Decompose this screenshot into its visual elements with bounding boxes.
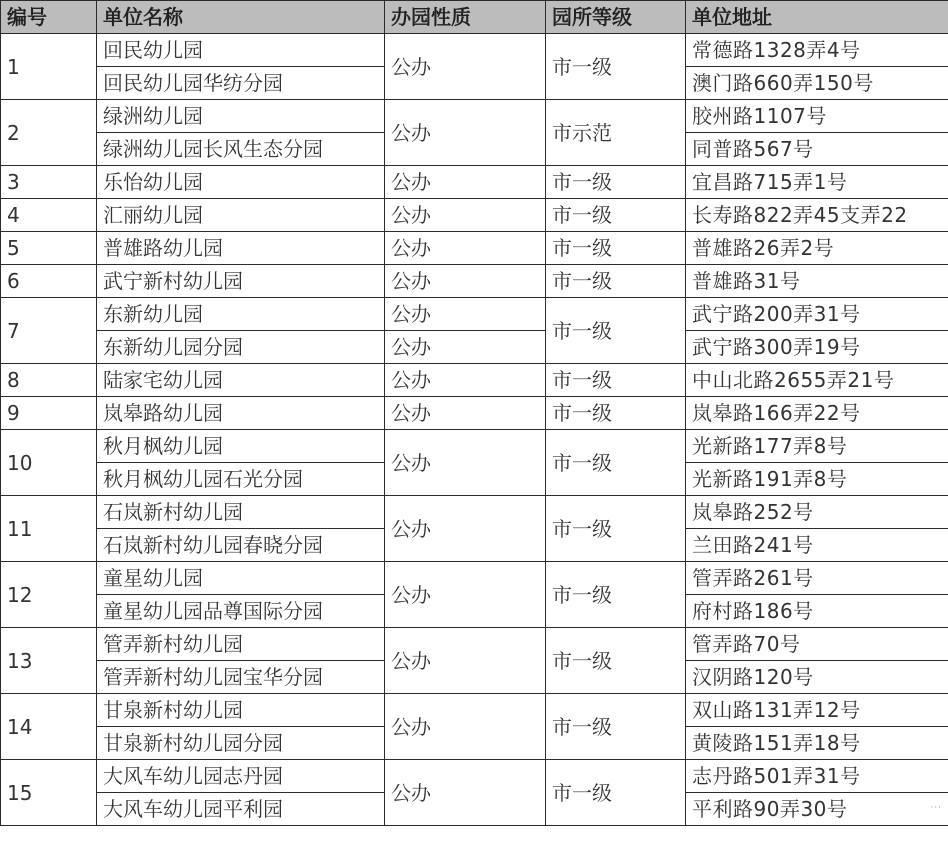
school-level: 市一级 [546, 562, 686, 628]
school-level: 市一级 [546, 166, 686, 199]
unit-address: 长寿路822弄45支弄22 [686, 199, 948, 232]
unit-address: 岚皋路166弄22号 [686, 397, 948, 430]
unit-name: 汇丽幼儿园 [97, 199, 385, 232]
table-row [1, 496, 948, 529]
unit-address: 宜昌路715弄1号 [686, 166, 948, 199]
row-number: 5 [1, 232, 97, 265]
unit-address: 武宁路200弄31号 [686, 298, 948, 331]
row-number: 7 [1, 298, 97, 364]
school-type: 公办 [385, 199, 546, 232]
unit-name: 童星幼儿园品尊国际分园 [97, 595, 385, 628]
row-number: 2 [1, 100, 97, 166]
school-type: 公办 [385, 364, 546, 397]
table-row [1, 166, 948, 199]
school-type: 公办 [385, 760, 546, 826]
unit-address: 管弄路261号 [686, 562, 948, 595]
unit-name: 回民幼儿园 [97, 34, 385, 67]
table-row [1, 694, 948, 727]
school-type: 公办 [385, 232, 546, 265]
row-number: 9 [1, 397, 97, 430]
unit-name: 普雄路幼儿园 [97, 232, 385, 265]
table-body [1, 34, 948, 826]
unit-name: 童星幼儿园 [97, 562, 385, 595]
row-number: 10 [1, 430, 97, 496]
unit-name: 管弄新村幼儿园宝华分园 [97, 661, 385, 694]
unit-address: 平利路90弄30号 [686, 793, 948, 826]
unit-name: 武宁新村幼儿园 [97, 265, 385, 298]
school-level: 市一级 [546, 430, 686, 496]
header-address: 单位地址 [686, 1, 948, 34]
row-number: 14 [1, 694, 97, 760]
school-level: 市一级 [546, 232, 686, 265]
table-row [1, 265, 948, 298]
row-number: 8 [1, 364, 97, 397]
unit-name: 回民幼儿园华纺分园 [97, 67, 385, 100]
unit-address: 岚皋路252号 [686, 496, 948, 529]
unit-address: 管弄路70号 [686, 628, 948, 661]
school-type: 公办 [385, 331, 546, 364]
school-level: 市一级 [546, 298, 686, 364]
school-level: 市一级 [546, 364, 686, 397]
header-name: 单位名称 [97, 1, 385, 34]
unit-address: 黄陵路151弄18号 [686, 727, 948, 760]
table-header [1, 1, 948, 34]
table-row [1, 331, 948, 364]
watermark-icon: ··· [930, 803, 942, 813]
school-type: 公办 [385, 562, 546, 628]
unit-address: 胶州路1107号 [686, 100, 948, 133]
table-row [1, 100, 948, 133]
table-row [1, 397, 948, 430]
header-row [1, 1, 948, 34]
unit-address: 中山北路2655弄21号 [686, 364, 948, 397]
header-level: 园所等级 [546, 1, 686, 34]
unit-name: 乐怡幼儿园 [97, 166, 385, 199]
table-row [1, 364, 948, 397]
table-row [1, 760, 948, 793]
row-number: 4 [1, 199, 97, 232]
header-no: 编号 [1, 1, 97, 34]
unit-address: 同普路567号 [686, 133, 948, 166]
unit-name: 大风车幼儿园志丹园 [97, 760, 385, 793]
unit-address: 武宁路300弄19号 [686, 331, 948, 364]
table-row [1, 199, 948, 232]
unit-address: 常德路1328弄4号 [686, 34, 948, 67]
row-number: 3 [1, 166, 97, 199]
unit-name: 大风车幼儿园平利园 [97, 793, 385, 826]
unit-name: 岚皋路幼儿园 [97, 397, 385, 430]
school-type: 公办 [385, 166, 546, 199]
school-level: 市一级 [546, 265, 686, 298]
table-row [1, 430, 948, 463]
unit-address: 府村路186号 [686, 595, 948, 628]
school-type: 公办 [385, 34, 546, 100]
row-number: 13 [1, 628, 97, 694]
header-type: 办园性质 [385, 1, 546, 34]
unit-address: 普雄路26弄2号 [686, 232, 948, 265]
table-row [1, 232, 948, 265]
school-type: 公办 [385, 694, 546, 760]
row-number: 11 [1, 496, 97, 562]
school-level: 市一级 [546, 397, 686, 430]
school-type: 公办 [385, 430, 546, 496]
school-level: 市一级 [546, 496, 686, 562]
table-row [1, 628, 948, 661]
row-number: 1 [1, 34, 97, 100]
unit-address: 双山路131弄12号 [686, 694, 948, 727]
unit-name: 绿洲幼儿园 [97, 100, 385, 133]
unit-address: 汉阴路120号 [686, 661, 948, 694]
school-level: 市一级 [546, 34, 686, 100]
school-type: 公办 [385, 496, 546, 562]
unit-name: 管弄新村幼儿园 [97, 628, 385, 661]
school-level: 市一级 [546, 199, 686, 232]
table-row [1, 562, 948, 595]
unit-name: 东新幼儿园 [97, 298, 385, 331]
unit-name: 陆家宅幼儿园 [97, 364, 385, 397]
school-type: 公办 [385, 298, 546, 331]
row-number: 15 [1, 760, 97, 826]
unit-address: 普雄路31号 [686, 265, 948, 298]
unit-name: 秋月枫幼儿园石光分园 [97, 463, 385, 496]
unit-address: 光新路177弄8号 [686, 430, 948, 463]
row-number: 6 [1, 265, 97, 298]
school-level: 市一级 [546, 628, 686, 694]
unit-name: 秋月枫幼儿园 [97, 430, 385, 463]
unit-address: 志丹路501弄31号 [686, 760, 948, 793]
school-type: 公办 [385, 100, 546, 166]
school-level: 市一级 [546, 760, 686, 826]
school-level: 市一级 [546, 694, 686, 760]
school-type: 公办 [385, 397, 546, 430]
unit-name: 绿洲幼儿园长风生态分园 [97, 133, 385, 166]
unit-address: 澳门路660弄150号 [686, 67, 948, 100]
school-type: 公办 [385, 628, 546, 694]
unit-name: 石岚新村幼儿园春晓分园 [97, 529, 385, 562]
table-row [1, 298, 948, 331]
unit-name: 甘泉新村幼儿园 [97, 694, 385, 727]
row-number: 12 [1, 562, 97, 628]
unit-name: 东新幼儿园分园 [97, 331, 385, 364]
unit-address: 兰田路241号 [686, 529, 948, 562]
school-level: 市示范 [546, 100, 686, 166]
unit-name: 石岚新村幼儿园 [97, 496, 385, 529]
table-row [1, 34, 948, 67]
unit-name: 甘泉新村幼儿园分园 [97, 727, 385, 760]
unit-address: 光新路191弄8号 [686, 463, 948, 496]
school-type: 公办 [385, 265, 546, 298]
